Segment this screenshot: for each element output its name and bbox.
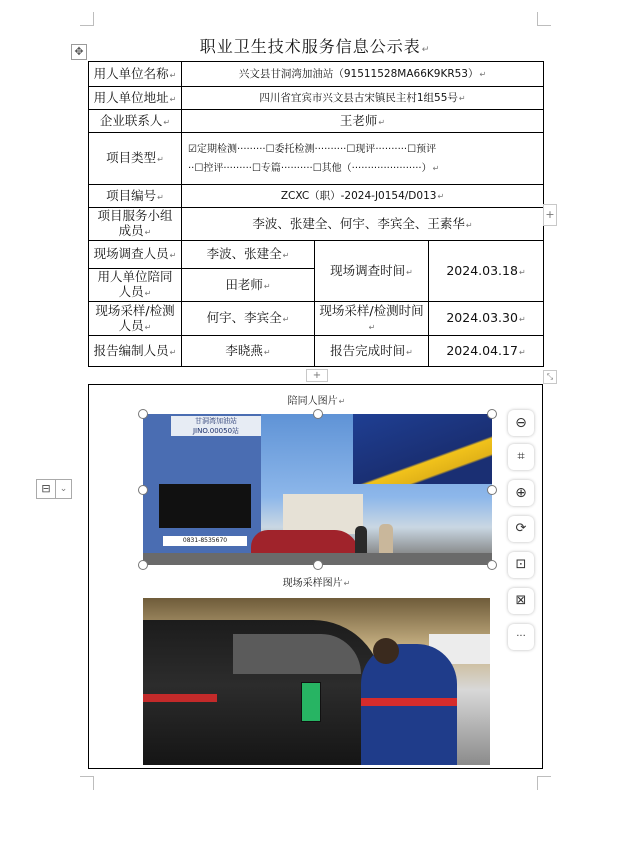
- project-no-label[interactable]: 项目编号↵: [89, 185, 182, 208]
- station-phone: 0831-8535670: [163, 536, 247, 546]
- employer-name-value[interactable]: 兴文县甘洞湾加油站（91511528MA66K9KR53）↵: [182, 62, 544, 87]
- project-type-option[interactable]: ☐控评·········: [194, 162, 252, 174]
- station-canopy: [353, 414, 492, 484]
- worker-stripe: [361, 698, 457, 706]
- accompany-label[interactable]: 用人单位陪同人员↵: [89, 269, 182, 302]
- car-taillight: [143, 694, 217, 702]
- table-row: [89, 302, 544, 336]
- project-type-option[interactable]: ☐委托检测··········: [265, 143, 347, 155]
- sampling-staff-value[interactable]: 何宇、李宾全↵: [182, 302, 315, 336]
- project-type-label[interactable]: 项目类型↵: [89, 133, 182, 185]
- building: [283, 494, 363, 534]
- table-row: [89, 185, 544, 208]
- employer-address-label[interactable]: 用人单位地址↵: [89, 87, 182, 110]
- resize-handle[interactable]: [487, 485, 497, 495]
- photo-box: [88, 384, 543, 769]
- text-wrap-icon[interactable]: ⊟: [36, 479, 56, 499]
- add-column-button[interactable]: +: [543, 204, 557, 226]
- page-corner-mark: [80, 12, 94, 26]
- team-value[interactable]: 李波、张建全、何宇、李宾全、王素华↵: [182, 208, 544, 241]
- worker-head: [373, 638, 399, 664]
- accompany-value[interactable]: 田老师↵: [182, 269, 315, 302]
- caption-sampling-photo: 现场采样图片↵: [282, 578, 351, 589]
- report-author-label[interactable]: 报告编制人员↵: [89, 336, 182, 367]
- resize-handle[interactable]: [138, 485, 148, 495]
- survey-time-value[interactable]: 2024.03.18↵: [429, 241, 544, 302]
- chevron-down-icon[interactable]: ⌄: [56, 479, 72, 499]
- layout-options-control[interactable]: [36, 479, 72, 499]
- sampling-staff-label[interactable]: 现场采样/检测人员↵: [89, 302, 182, 336]
- project-type-option[interactable]: ☐预评: [407, 143, 437, 155]
- table-row: [89, 110, 544, 133]
- table-row: [89, 336, 544, 367]
- ocr-text-icon[interactable]: ⊡: [508, 552, 534, 578]
- page-corner-mark: [80, 776, 94, 790]
- project-type-option[interactable]: ☐专篇··········: [251, 162, 313, 174]
- resize-handle[interactable]: [487, 560, 497, 570]
- report-time-label[interactable]: 报告完成时间↵: [315, 336, 429, 367]
- accompany-photo[interactable]: [143, 414, 492, 565]
- minus-icon[interactable]: ⊖: [508, 410, 534, 436]
- team-label[interactable]: 项目服务小组成员↵: [89, 208, 182, 241]
- info-table: [88, 61, 544, 367]
- employer-address-value[interactable]: 四川省宜宾市兴文县古宋镇民主村1组55号↵: [182, 87, 544, 110]
- survey-staff-value[interactable]: 李波、张建全↵: [182, 241, 315, 269]
- image-edit-icon[interactable]: ⊠: [508, 588, 534, 614]
- document-title: 职业卫生技术服务信息公示表↵: [199, 37, 431, 56]
- table-move-handle-icon[interactable]: ✥: [71, 44, 87, 60]
- contact-label[interactable]: 企业联系人↵: [89, 110, 182, 133]
- report-author-value[interactable]: 李晓燕↵: [182, 336, 315, 367]
- rotate-icon[interactable]: ⟳: [508, 516, 534, 542]
- project-type-options[interactable]: ☑定期检测·········☐委托检测··········☐现评··········☐预评 ··☐控评·········☐专篇··········☐其他（······················）↵: [182, 133, 544, 185]
- table-resize-icon[interactable]: ⤡: [543, 370, 557, 384]
- survey-staff-label[interactable]: 现场调查人员↵: [89, 241, 182, 269]
- resize-handle[interactable]: [313, 560, 323, 570]
- employer-name-label[interactable]: 用人单位名称↵: [89, 62, 182, 87]
- project-type-option[interactable]: ☐其他（······················）: [312, 162, 432, 174]
- project-type-option[interactable]: ☑定期检测·········: [188, 143, 266, 155]
- resize-handle[interactable]: [138, 560, 148, 570]
- station-sign-header: 甘洞湾加油站 JINO.00050站: [171, 416, 261, 436]
- more-icon[interactable]: ···: [508, 624, 534, 650]
- table-row: [89, 208, 544, 241]
- table-row: [89, 241, 544, 269]
- page-corner-mark: [537, 12, 551, 26]
- resize-handle[interactable]: [487, 409, 497, 419]
- sampling-photo[interactable]: [143, 598, 490, 765]
- project-type-option[interactable]: ☐现评··········: [346, 143, 408, 155]
- zoom-in-icon[interactable]: ⊕: [508, 480, 534, 506]
- table-row: [89, 133, 544, 185]
- sampling-time-label[interactable]: 现场采样/检测时间↵: [315, 302, 429, 336]
- project-no-value[interactable]: ZCXC（职）-2024-J0154/D013↵: [182, 185, 544, 208]
- contact-value[interactable]: 王老师↵: [182, 110, 544, 133]
- sampling-device: [301, 682, 321, 722]
- caption-accompany-photo: 陪同人图片↵: [287, 396, 346, 407]
- crop-icon[interactable]: ⌗: [508, 444, 534, 470]
- price-board: [159, 484, 251, 528]
- add-row-button[interactable]: +: [306, 369, 328, 382]
- table-row: [89, 62, 544, 87]
- resize-handle[interactable]: [313, 409, 323, 419]
- table-row: [89, 87, 544, 110]
- car-window: [233, 634, 361, 674]
- resize-handle[interactable]: [138, 409, 148, 419]
- report-time-value[interactable]: 2024.04.17↵: [429, 336, 544, 367]
- page-corner-mark: [537, 776, 551, 790]
- survey-time-label[interactable]: 现场调查时间↵: [315, 241, 429, 302]
- sampling-time-value[interactable]: 2024.03.30↵: [429, 302, 544, 336]
